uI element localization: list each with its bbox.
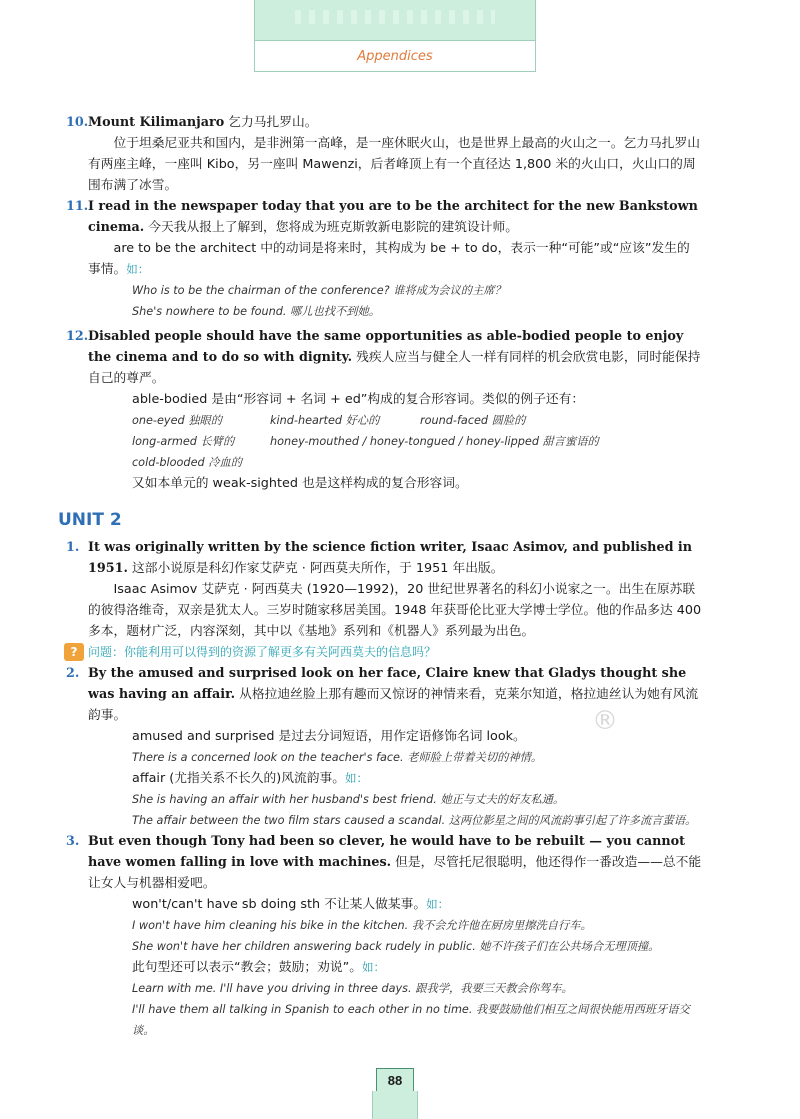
compound-word: kind-hearted 好心的 bbox=[270, 414, 380, 427]
page-number: 88 bbox=[376, 1068, 414, 1092]
example-sentence: I'll have them all talking in Spanish to each other in no time. 我要鼓励他们相互之间很快能用西班牙语交谈。 bbox=[132, 1003, 690, 1037]
item-title-en: I read in the newspaper today that you are to be the architect for the new Bankstown cinema. bbox=[88, 199, 698, 235]
item-title-zh: 今天我从报上了解到，您将成为班克斯敦新电影院的建筑设计师。 bbox=[144, 220, 518, 235]
compound-word: one-eyed 独眼的 bbox=[132, 414, 222, 427]
item-title-zh: 乞力马扎罗山。 bbox=[224, 115, 318, 130]
compound-word: long-armed 长臂的 bbox=[132, 435, 235, 448]
compound-row bbox=[88, 452, 702, 473]
item-title-en: Disabled people should have the same opportunities as able-bodied people to enjoy the cinema and to do so with dignity. bbox=[88, 329, 684, 365]
example-label: 如： bbox=[426, 897, 450, 911]
example-label: 如： bbox=[344, 771, 368, 785]
header-label: Appendices bbox=[254, 41, 536, 72]
note-line: won't/can't have sb doing sth 不让某人做某事。如： bbox=[132, 897, 450, 912]
item-title-en: But even though Tony had been so clever, he would have to be rebuilt — you cannot have women falling in love with machines. bbox=[88, 834, 686, 870]
item-number: 1. bbox=[66, 540, 80, 555]
page-content bbox=[58, 112, 702, 1041]
unit-item-2 bbox=[66, 663, 702, 831]
item-number: 3. bbox=[66, 834, 80, 849]
item-title-zh: 从格拉迪丝脸上那有趣而又惊讶的神情来看，克莱尔知道，格拉迪丝认为她有风流韵事。 bbox=[88, 687, 699, 723]
note-item-11 bbox=[66, 196, 702, 322]
note-line: affair (尤指关系不长久的)风流韵事。如： bbox=[132, 771, 368, 786]
question-icon: ? bbox=[64, 643, 84, 661]
item-paragraph: Isaac Asimov 艾萨克 · 阿西莫夫 (1920—1992)，20 世纪世界著名的科幻小说家之一。出生在原苏联的彼得洛维奇，双亲是犹太人。三岁时随家移居美国。1948 年获哥伦比亚大学博士学位。他的作品多达 400 多本，题材广泛，内容深刻，其中以《基地》系列和《机器人》系列最为出色。 bbox=[88, 582, 702, 639]
compound-word: honey-mouthed / honey-tongued / honey-lipped 甜言蜜语的 bbox=[270, 435, 599, 448]
question-text: 问题：你能利用可以得到的资源了解更多有关阿西莫夫的信息吗？ bbox=[88, 645, 437, 659]
item-title-zh: 残疾人应当与健全人一样有同样的机会欣赏电影，同时能保持自己的尊严。 bbox=[88, 350, 701, 386]
item-title-zh: 但是，尽管托尼很聪明，他还得作一番改造——总不能让女人与机器相爱吧。 bbox=[88, 855, 702, 891]
item-paragraph: 位于坦桑尼亚共和国内，是非洲第一高峰，是一座休眠火山，也是世界上最高的火山之一。乞力马扎罗山有两座主峰，一座叫 Kibo，另一座叫 Mawenzi，后者峰顶上有一个直径达 1,800 米的火山口，火山口的周围布满了冰雪。 bbox=[88, 136, 700, 193]
item-number: 10. bbox=[66, 115, 89, 130]
registered-mark: ® bbox=[592, 706, 618, 736]
page-number-tab bbox=[372, 1091, 418, 1119]
compound-word: round-faced 圆脸的 bbox=[420, 414, 526, 427]
item-title-zh: 这部小说原是科幻作家艾萨克 · 阿西莫夫所作，于 1951 年出版。 bbox=[127, 561, 504, 576]
note-item-10 bbox=[66, 112, 702, 196]
question-row bbox=[70, 642, 702, 663]
example-sentence: There is a concerned look on the teacher's face. 老师脸上带着关切的神情。 bbox=[132, 751, 543, 764]
compound-row bbox=[88, 410, 702, 431]
item-paragraph: able-bodied 是由“形容词 + 名词 + ed”构成的复合形容词。类似的例子还有： bbox=[132, 392, 585, 407]
example-sentence: She is having an affair with her husband's best friend. 她正与丈夫的好友私通。 bbox=[132, 793, 565, 806]
example-sentence: The affair between the two film stars caused a scandal. 这两位影星之间的风流韵事引起了许多流言蜚语。 bbox=[132, 814, 697, 827]
item-title-en: It was originally written by the science fiction writer, Isaac Asimov, and published in 1951. bbox=[88, 540, 693, 576]
note-line: 此句型还可以表示“教会；鼓励；劝说”。如： bbox=[132, 960, 385, 975]
example-sentence: I won't have him cleaning his bike in the kitchen. 我不会允许他在厨房里擦洗自行车。 bbox=[132, 919, 592, 932]
example-sentence: She's nowhere to be found. 哪儿也找不到她。 bbox=[132, 305, 381, 318]
item-number: 11. bbox=[66, 199, 89, 214]
example-label: 如： bbox=[361, 960, 385, 974]
item-number: 2. bbox=[66, 666, 80, 681]
compound-word: cold-blooded 冷血的 bbox=[132, 456, 242, 469]
note-item-12 bbox=[66, 326, 702, 494]
example-sentence: Learn with me. I'll have you driving in three days. 跟我学，我要三天教会你驾车。 bbox=[132, 982, 573, 995]
unit-title: UNIT 2 bbox=[58, 510, 122, 530]
item-paragraph: are to be the architect 中的动词是将来时，其构成为 be + to do，表示一种“可能”或“应该”发生的事情。如： bbox=[88, 241, 690, 277]
item-number: 12. bbox=[66, 329, 89, 344]
item-closing: 又如本单元的 weak-sighted 也是这样构成的复合形容词。 bbox=[132, 476, 468, 491]
example-sentence: She won't have her children answering back rudely in public. 她不许孩子们在公共场合无理顶撞。 bbox=[132, 940, 660, 953]
example-sentence: Who is to be the chairman of the conference? 谁将成为会议的主席？ bbox=[132, 284, 506, 297]
item-title-en: Mount Kilimanjaro bbox=[88, 115, 225, 130]
unit-item-1 bbox=[66, 537, 702, 663]
compound-row bbox=[88, 431, 702, 452]
item-title-en: By the amused and surprised look on her face, Claire knew that Gladys thought she was having an affair. bbox=[88, 666, 687, 702]
unit-item-3 bbox=[66, 831, 702, 1041]
note-line: amused and surprised 是过去分词短语，用作定语修饰名词 look。 bbox=[132, 729, 526, 744]
header-banner bbox=[254, 0, 536, 41]
example-label: 如： bbox=[126, 262, 150, 276]
